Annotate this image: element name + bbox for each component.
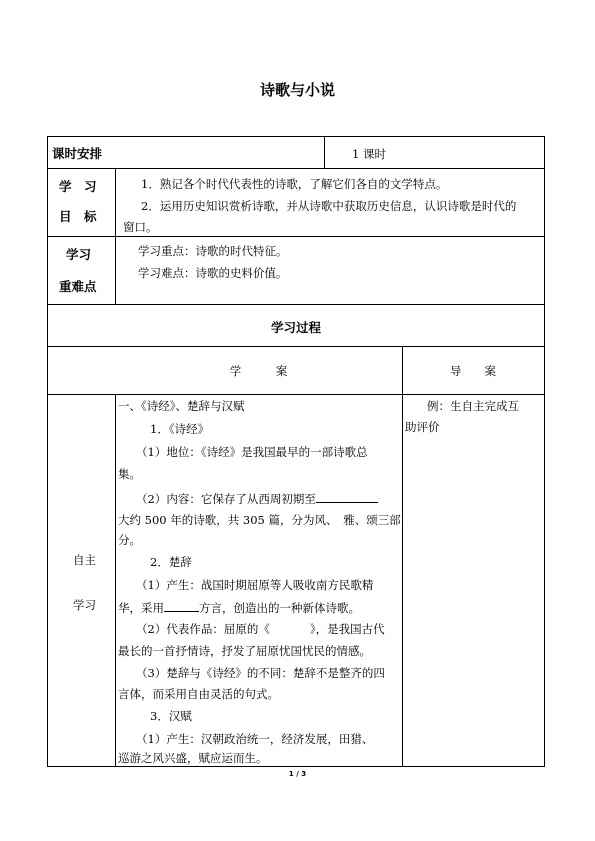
- objective-item-2-cont: 窗口。: [123, 220, 158, 234]
- paragraph-text: （2）内容：它保存了从西周初期至: [136, 492, 316, 506]
- plan-column-header: 学 案: [229, 364, 288, 378]
- subsection-heading: 3．汉赋: [150, 709, 192, 723]
- key-points-label-1: 学习: [66, 247, 92, 262]
- paragraph-line: 大约 500 年的诗歌，共 305 篇，分为风、 雅、颂三部: [118, 513, 401, 527]
- self-study-label-2: 学习: [73, 598, 96, 612]
- key-focus: 学习重点：诗歌的时代特征。: [138, 244, 288, 258]
- guide-note-line-1: 例：生自主完成互: [427, 399, 519, 413]
- paragraph-line: [118, 599, 360, 617]
- paragraph-text: 华，采用: [118, 601, 164, 615]
- col-border: [324, 136, 325, 168]
- col-border: [115, 168, 116, 304]
- paragraph-text: （2）代表作品：屈原的《: [136, 622, 270, 636]
- key-difficulty: 学习难点：诗歌的史料价值。: [138, 266, 288, 280]
- row-border: [47, 304, 545, 305]
- paragraph-line: 巡游之风兴盛，赋应运而生。: [118, 751, 268, 765]
- guide-note-line-2: 助评价: [405, 420, 440, 434]
- col-border: [115, 394, 116, 766]
- paragraph-line: [136, 490, 378, 508]
- paragraph-line: 最长的一首抒情诗，抒发了屈原忧国忧民的情感。: [118, 644, 371, 658]
- paragraph-text: 》，是我国古代: [309, 622, 385, 636]
- objectives-label-1: 学 习: [59, 179, 97, 194]
- objective-item-1: 1．熟记各个时代代表性的诗歌，了解它们各自的文学特点。: [141, 177, 448, 191]
- table-left-border: [47, 136, 48, 767]
- paragraph-line: （1）产生：汉朝政治统一，经济发展，田猎、: [136, 732, 374, 746]
- col-border: [402, 346, 403, 766]
- guide-column-header: 导 案: [450, 364, 496, 378]
- subsection-heading: 2．楚辞: [150, 555, 192, 569]
- objectives-label-2: 目 标: [59, 209, 97, 224]
- key-points-label-2: 重难点: [59, 279, 97, 294]
- row-border: [47, 168, 545, 169]
- fill-blank[interactable]: [316, 490, 378, 503]
- objective-item-2: 2．运用历史知识赏析诗歌，并从诗歌中获取历史信息，认识诗歌是时代的: [141, 199, 517, 213]
- row-border: [47, 236, 545, 237]
- schedule-label: 课时安排: [52, 146, 103, 161]
- row-border: [47, 136, 545, 137]
- paragraph-line: （1）地位：《诗经》是我国最早的一部诗歌总: [136, 445, 368, 459]
- table-right-border: [544, 136, 545, 767]
- subsection-heading: 1．《诗经》: [150, 422, 210, 436]
- paragraph-line: 集。: [118, 467, 141, 481]
- page-number: 1 / 3: [288, 770, 307, 778]
- paragraph-line: 分。: [118, 533, 141, 547]
- paragraph-text: 方言，创造出的一种新体诗歌。: [199, 601, 360, 615]
- process-heading: 学习过程: [270, 320, 321, 335]
- paragraph-line: [136, 621, 385, 638]
- row-border: [47, 346, 545, 347]
- row-border: [47, 394, 545, 395]
- self-study-label-1: 自主: [73, 553, 96, 567]
- schedule-value: 1 课时: [352, 147, 386, 161]
- section-heading: 一、《诗经》、楚辞与汉赋: [118, 399, 245, 413]
- page-title: 诗歌与小说: [259, 81, 335, 99]
- paragraph-line: （1）产生：战国时期屈原等人吸收南方民歌精: [136, 578, 374, 592]
- paragraph-line: （3）楚辞与《诗经》的不同：楚辞不是整齐的四: [136, 666, 385, 680]
- paragraph-line: 言体，而采用自由灵活的句式。: [118, 687, 279, 701]
- fill-blank[interactable]: [164, 599, 199, 612]
